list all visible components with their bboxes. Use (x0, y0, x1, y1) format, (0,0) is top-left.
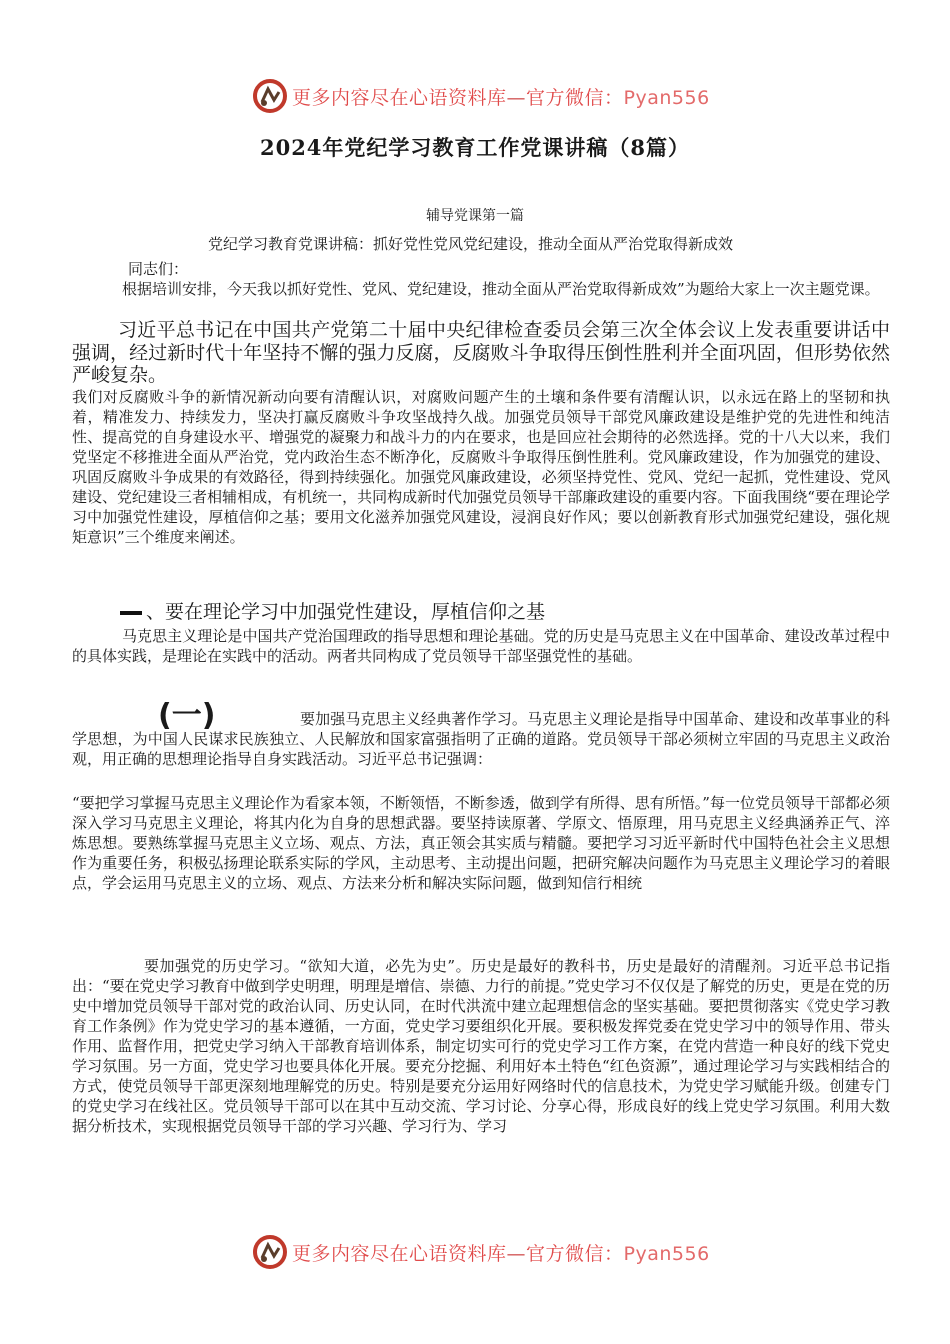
watermark-text: 更多内容尽在心语资料库 (292, 1243, 507, 1265)
heading-dash (120, 611, 142, 615)
watermark-text: 更多内容尽在心语资料库 (292, 87, 507, 109)
watermark-header (0, 76, 950, 116)
section-subheading: 辅导党课第一篇 (426, 208, 524, 224)
watermark-wechat-id: Pyan556 (623, 1243, 710, 1265)
document-title: 2024年党纪学习教育工作党课讲稿（8篇） (259, 135, 691, 160)
watermark-footer (0, 1232, 950, 1272)
paragraph-theory: 马克思主义理论是中国共产党治国理政的指导思想和理论基础。党的历史是马克思主义在中国革命、建设改革过程中的具体实践，是理论在实践中的活动。两者共同构成了党员领导干部坚强党性的基础。 (72, 627, 890, 665)
paragraph-quote: “要把学习掌握马克思主义理论作为看家本领，不断领悟，不断参透，做到学有所得、思有所悟。”每一位党员领导干部都必须深入学习马克思主义理论，将其内化为自身的思想武器。要坚持读原著、学原文、悟原理，用马克思主义经典涵养正气、淬炼思想。要熟练掌握马克思主义立场、观点、方法，真正领会其实质与精髓。要把学习习近平新时代中国特色社会主义思想作为重要任务，积极弘扬理论联系实际的学风，主动思考、主动提出问题，把研究解决问题作为马克思主义理论学习的着眼点，学会运用马克思主义的立场、观点、方法来分析和解决实际问题，做到知信行相统 (72, 794, 890, 892)
paragraph-marxism: 要加强马克思主义经典著作学习。马克思主义理论是指导中国革命、建设和改革事业的科学思想，为中国人民谋求民族独立、人民解放和国家富强指明了正确的道路。党员领导干部必须树立牢固的马克思主义政治观，用正确的思想理论指导自身实践活动。习近平总书记强调： (72, 710, 890, 768)
watermark-logo-icon (252, 1234, 288, 1270)
paragraph-emphasis: 习近平总书记在中国共产党第二十届中央纪律检查委员会第三次全体会议上发表重要讲话中强调，经过新时代十年坚持不懈的强力反腐，反腐败斗争取得压倒性胜利并全面巩固，但形势依然严峻复杂。 (72, 319, 890, 386)
greeting: 同志们： (128, 260, 189, 278)
subheading-number-one: (一) (158, 698, 216, 733)
talk-title: 党纪学习教育党课讲稿：抓好党性党风党纪建设，推动全面从严治党取得新成效 (208, 235, 734, 253)
watermark-wechat-id: Pyan556 (623, 87, 710, 109)
watermark-separator: — (506, 1243, 527, 1265)
watermark-wechat-label: 官方微信： (526, 1243, 624, 1265)
watermark-logo-icon (252, 78, 288, 114)
heading-part-one (120, 597, 545, 624)
paragraph-party-history: 要加强党的历史学习。“欲知大道，必先为史”。历史是最好的教科书，历史是最好的清醒剂。习近平总书记指出：“要在党史学习教育中做到学史明理，明理是增信、崇德、力行的前提。”党史学习不仅仅是了解党的历史，更是在党的历史中增加党员领导干部对党的政治认同、历史认同，在时代洪流中建立起理想信念的坚实基础。要把贯彻落实《党史学习教育工作条例》作为党史学习的基本遵循，一方面，党史学习要组织化开展。要积极发挥党委在党史学习中的领导作用、带头作用、监督作用，把党史学习纳入干部教育培训体系，制定切实可行的党史学习工作方案，在党内营造一种良好的线下党史学习氛围。另一方面，党史学习也要具体化开展。要充分挖掘、利用好本土特色“红色资源”，通过理论学习与实践相结合的方式，使党员领导干部更深刻地理解党的历史。特别是要充分运用好网络时代的信息技术，为党史学习赋能升级。创建专门的党史学习在线社区。党员领导干部可以在其中互动交流、学习讨论、分享心得，形成良好的线上党史学习氛围。利用大数据分析技术，实现根据党员领导干部的学习兴趣、学习行为、学习 (72, 957, 890, 1135)
paragraph-intro: 根据培训安排，今天我以抓好党性、党风、党纪建设，推动全面从严治党取得新成效”为题给大家上一次主题党课。 (122, 280, 880, 298)
paragraph-background: 我们对反腐败斗争的新情况新动向要有清醒认识，对腐败问题产生的土壤和条件要有清醒认识，以永远在路上的坚韧和执着，精准发力、持续发力，坚决打赢反腐败斗争攻坚战持久战。加强党员领导干部党风廉政建设是维护党的先进性和纯洁性、提高党的自身建设水平、增强党的凝聚力和战斗力的内在要求，也是回应社会期待的必然选择。党的十八大以来，我们党坚定不移推进全面从严治党，党内政治生态不断净化，反腐败斗争取得压倒性胜利。党风廉政建设，作为加强党的建设、巩固反腐败斗争成果的有效路径，得到持续强化。加强党风廉政建设，必须坚持党性、党风、党纪一起抓，党性建设、党风建设、党纪建设三者相辅相成，有机统一，共同构成新时代加强党员领导干部廉政建设的重要内容。下面我围绕“要在理论学习中加强党性建设，厚植信仰之基；要用文化滋养加强党风建设，浸润良好作风；要以创新教育形式加强党纪建设，强化规矩意识”三个维度来阐述。 (72, 388, 890, 546)
watermark-separator: — (506, 87, 527, 109)
heading-part-one-text: 、要在理论学习中加强党性建设，厚植信仰之基 (146, 601, 546, 623)
watermark-wechat-label: 官方微信： (526, 87, 624, 109)
